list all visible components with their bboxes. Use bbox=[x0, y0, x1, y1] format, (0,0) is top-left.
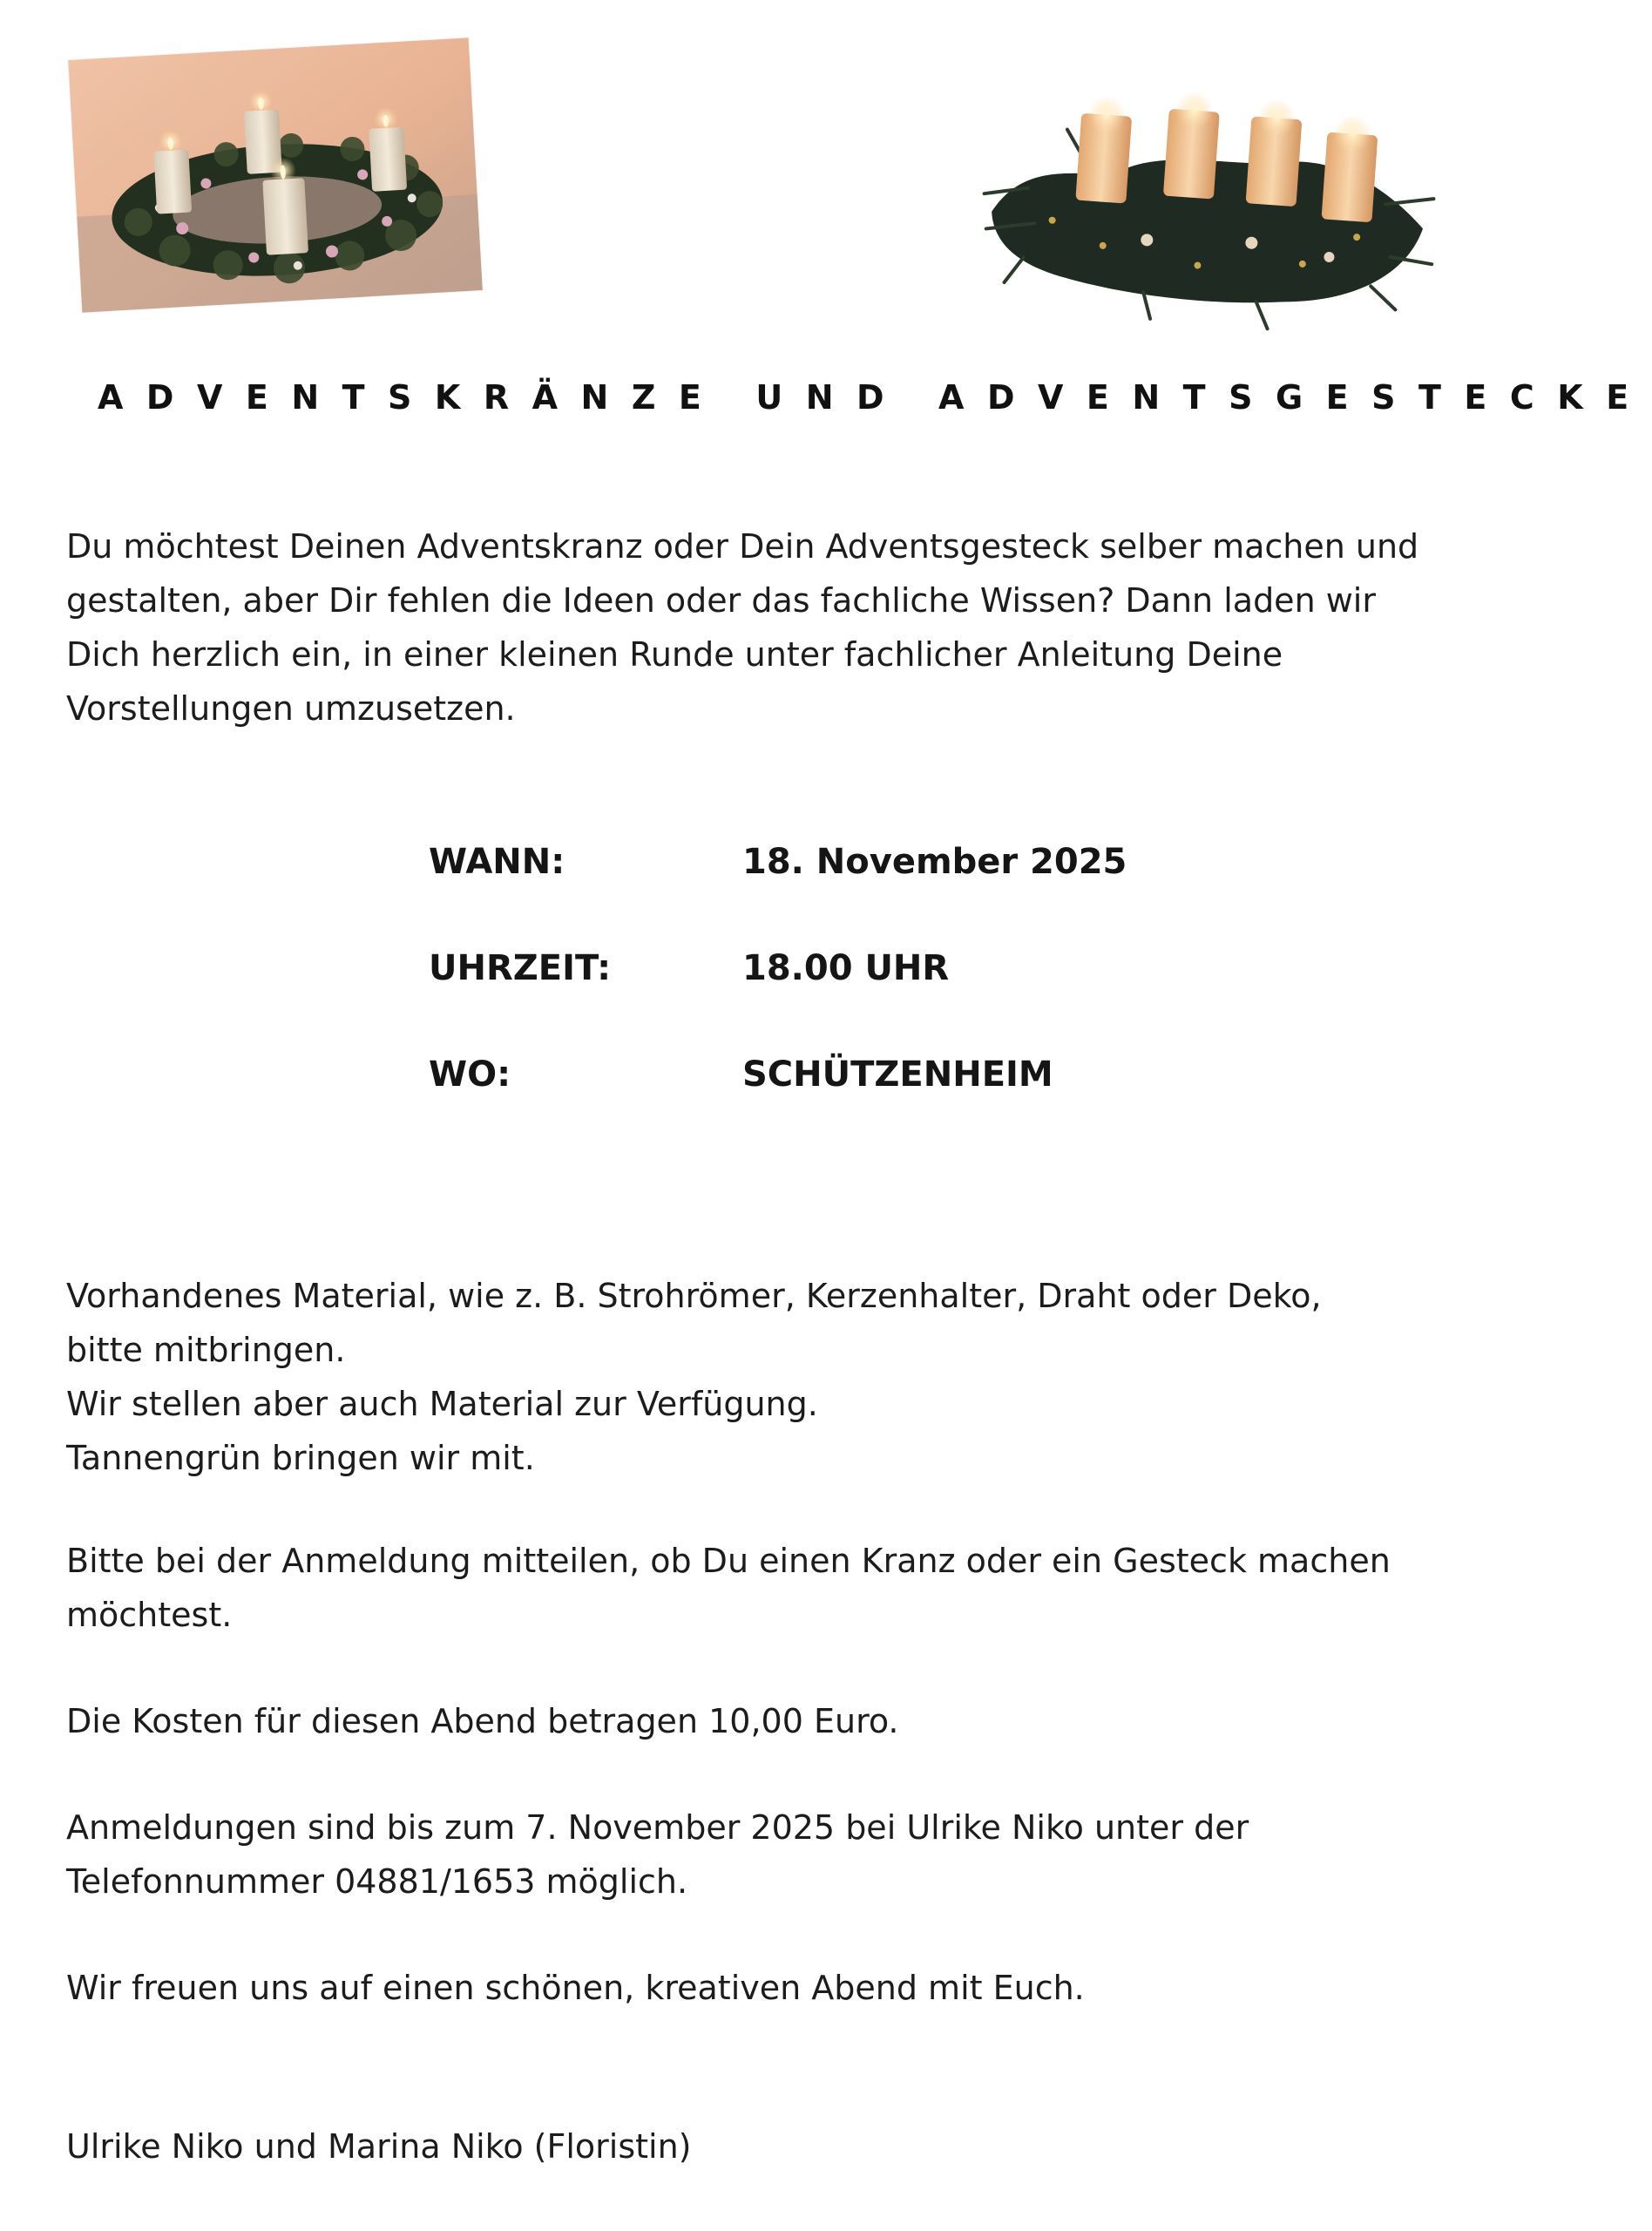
registration-note-line: möchtest. bbox=[66, 1596, 233, 1634]
deadline-note-line: Telefonnummer 04881/1653 möglich. bbox=[66, 1862, 688, 1901]
cost-note bbox=[66, 1694, 1530, 1748]
material-line: bitte mitbringen. bbox=[66, 1331, 346, 1369]
registration-note bbox=[66, 1534, 1530, 1642]
intro-line: Vorstellungen umzusetzen. bbox=[66, 689, 516, 728]
intro-line: Du möchtest Deinen Adventskranz oder Dein Adventsgesteck selber machen und bbox=[66, 527, 1419, 566]
page-title bbox=[98, 378, 1652, 417]
intro-line: Dich herzlich ein, in einer kleinen Runde unter fachlicher Anleitung Deine bbox=[66, 635, 1283, 674]
title-part-advent-arrangements: ADVENTSGESTECKE bbox=[938, 378, 1652, 417]
advent-arrangement-photo bbox=[967, 45, 1446, 347]
closing-sentence bbox=[66, 1961, 1530, 2015]
title-part-and: UND bbox=[755, 378, 908, 417]
deadline-note bbox=[66, 1800, 1530, 1909]
location-label: WO: bbox=[429, 1054, 511, 1095]
material-line: Vorhandenes Material, wie z. B. Strohrömer, Kerzenhalter, Draht oder Deko, bbox=[66, 1277, 1322, 1315]
signature-line: Ulrike Niko und Marina Niko (Floristin) bbox=[66, 2127, 692, 2166]
advent-arrangement-image bbox=[967, 45, 1446, 347]
intro-paragraph bbox=[66, 519, 1530, 736]
date-value: 18. November 2025 bbox=[742, 842, 1127, 882]
registration-note-line: Bitte bei der Anmeldung mitteilen, ob Du einen Kranz oder ein Gesteck machen bbox=[66, 1542, 1391, 1580]
cost-note-line: Die Kosten für diesen Abend betragen 10,00 Euro. bbox=[66, 1702, 899, 1740]
material-paragraph bbox=[66, 1269, 1530, 1485]
closing-line: Wir freuen uns auf einen schönen, kreativen Abend mit Euch. bbox=[66, 1969, 1085, 2007]
time-label: UHRZEIT: bbox=[429, 948, 612, 988]
time-value: 18.00 UHR bbox=[742, 948, 950, 988]
title-part-advent-wreaths: ADVENTSKRÄNZE bbox=[98, 378, 725, 417]
advent-wreath-image bbox=[68, 37, 482, 312]
advent-wreath-photo bbox=[68, 37, 482, 312]
material-line: Tannengrün bringen wir mit. bbox=[66, 1439, 535, 1477]
intro-line: gestalten, aber Dir fehlen die Ideen oder das fachliche Wissen? Dann laden wir bbox=[66, 581, 1376, 620]
deadline-note-line: Anmeldungen sind bis zum 7. November 2025 bei Ulrike Niko unter der bbox=[66, 1808, 1249, 1847]
location-value: SCHÜTZENHEIM bbox=[742, 1054, 1053, 1095]
material-line: Wir stellen aber auch Material zur Verfügung. bbox=[66, 1385, 818, 1423]
signature bbox=[66, 2119, 1530, 2173]
date-label: WANN: bbox=[429, 842, 565, 882]
